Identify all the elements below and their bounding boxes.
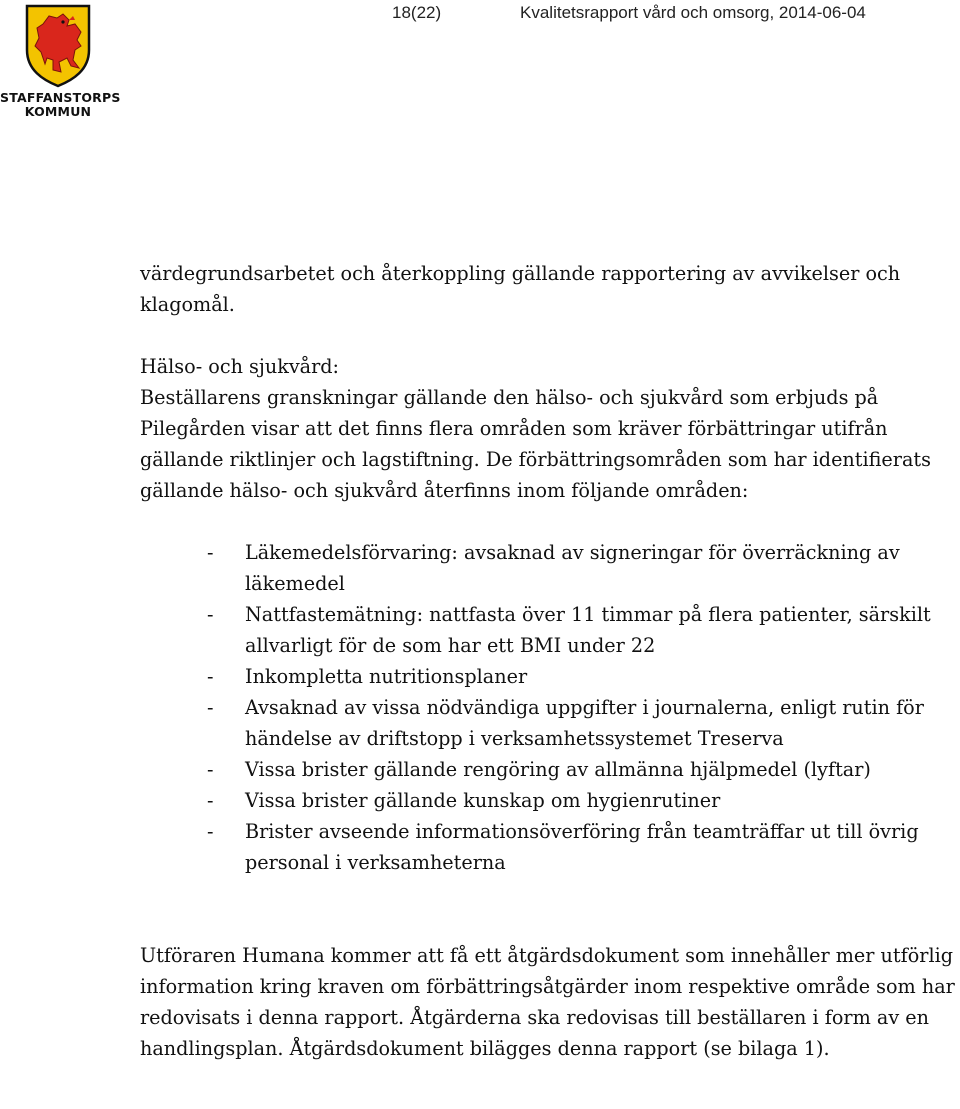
logo-text-line2: KOMMUN xyxy=(24,104,92,119)
closing-paragraph: Utföraren Humana kommer att få ett åtgärdsdokument som innehåller mer utförlig information kring kraven om förbättringsåtgärder inom respektive område som har redovisats i denna rapport. Åtgärderna ska redovisas till beställaren i form av en handlingsplan. Åtgärdsdokument bilägges denna rapport (se bilaga 1). xyxy=(140,944,955,1060)
page-number: 18(22) xyxy=(392,3,442,22)
bullet-dash: - xyxy=(207,789,214,812)
finding-text: Vissa brister gällande kunskap om hygienrutiner xyxy=(245,789,721,812)
list-item xyxy=(140,785,955,816)
list-item xyxy=(140,754,955,785)
list-item xyxy=(140,816,955,878)
finding-text: Nattfastemätning: nattfasta över 11 timmar på flera patienter, särskilt allvarligt för de som har ett BMI under 22 xyxy=(245,603,931,657)
finding-text: Vissa brister gällande rengöring av allmänna hjälpmedel (lyftar) xyxy=(245,758,871,781)
section-paragraph: Beställarens granskningar gällande den hälso- och sjukvård som erbjuds på Pilegården visar att det finns flera områden som kräver förbättringar utifrån gällande riktlinjer och lagstiftning. De förbättringsområden som har identifierats gällande hälso- och sjukvård återfinns inom följande områden: xyxy=(140,386,931,502)
finding-text: Brister avseende informationsöverföring från teamträffar ut till övrig personal i verksamheterna xyxy=(245,820,919,874)
bullet-dash: - xyxy=(207,820,214,843)
findings-list xyxy=(140,537,955,878)
section-heading: Hälso- och sjukvård: xyxy=(140,355,340,378)
bullet-dash: - xyxy=(207,665,214,688)
list-item xyxy=(140,537,955,599)
logo-text-line1: STAFFANSTORPS xyxy=(0,90,121,105)
finding-text: Läkemedelsförvaring: avsaknad av signeringar för överräckning av läkemedel xyxy=(245,541,900,595)
document-title: Kvalitetsrapport vård och omsorg, 2014-06-04 xyxy=(520,3,866,22)
bullet-dash: - xyxy=(207,758,214,781)
coat-of-arms-icon xyxy=(23,2,93,88)
intro-continuation-paragraph: värdegrundsarbetet och återkoppling gällande rapportering av avvikelser och klagomål. xyxy=(140,262,901,316)
finding-text: Avsaknad av vissa nödvändiga uppgifter i journalerna, enligt rutin för händelse av driftstopp i verksamhetssystemet Treserva xyxy=(245,696,924,750)
document-body xyxy=(140,258,955,1064)
municipality-logo xyxy=(0,2,121,119)
bullet-dash: - xyxy=(207,541,214,564)
finding-text: Inkompletta nutritionsplaner xyxy=(245,665,528,688)
bullet-dash: - xyxy=(207,603,214,626)
list-item xyxy=(140,692,955,754)
list-item xyxy=(140,599,955,661)
bullet-dash: - xyxy=(207,696,214,719)
list-item xyxy=(140,661,955,692)
